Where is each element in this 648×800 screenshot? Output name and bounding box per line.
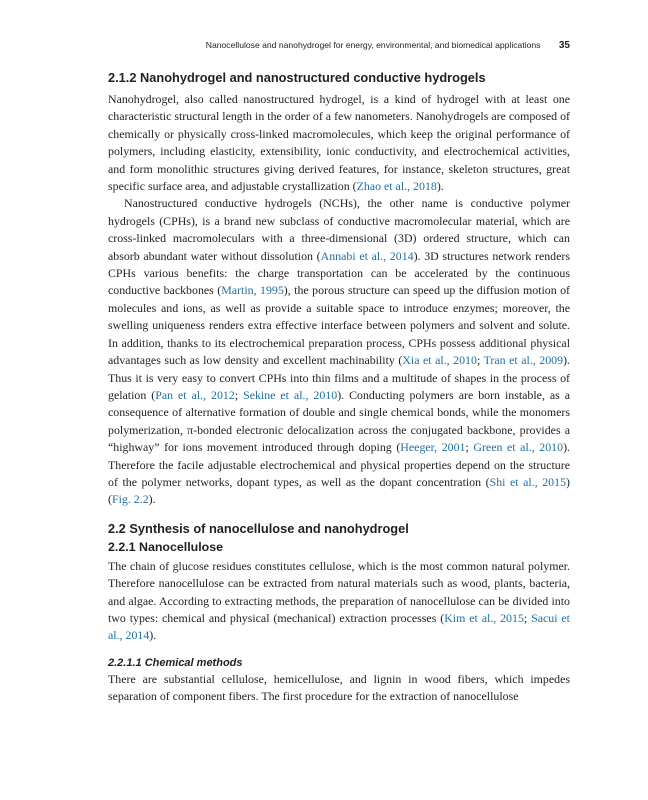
text-run: ) ( bbox=[108, 474, 570, 507]
text-run: ). Conducting polymers are born instable, as a consequence of alternative formation of double and single chemical bonds, while the monomers polymerization, π-bonded electronic delocalization across the conjugated backbone, provides a “highway” for ions movement introduced through doping ( bbox=[108, 387, 571, 455]
citation-link[interactable]: Xia et al., 2010 bbox=[402, 353, 477, 368]
text-run: ). Therefore the facile adjustable electrochemical and physical properties depend on the structure of the polymer networks, dopant types, as well as the dopant concentration ( bbox=[108, 440, 570, 489]
paragraph-conductive-hydrogels bbox=[108, 195, 570, 508]
running-head-title: Nanocellulose and nanohydrogel for energy, environmental, and biomedical applications bbox=[205, 40, 541, 50]
text-run: ). Thus it is very easy to convert CPHs into thin films and a multitude of shapes in the process of gelation ( bbox=[108, 353, 571, 402]
text-run: ). bbox=[148, 492, 156, 507]
text-run: The chain of glucose residues constitutes cellulose, which is the most common natural polymer. Therefore nanocellulose can be extracted from natural materials such as wood, plants, bacteria, and algae. According to extracting methods, the preparation of nanocellulose can be divided into two types: chemical and physical (mechanical) extraction processes ( bbox=[108, 558, 570, 625]
text-run: ; bbox=[476, 353, 484, 368]
citation-link[interactable]: Annabi et al., 2014 bbox=[320, 248, 414, 263]
section-2-2-heading: 2.2 Synthesis of nanocellulose and nanohydrogel bbox=[108, 520, 409, 536]
text-run: ; bbox=[465, 440, 474, 455]
page-number: 35 bbox=[558, 40, 570, 51]
text-run: Nanostructured conductive hydrogels (NCHs), the other name is conductive polymer hydrogels (CPHs), is a brand new subclass of conductive macromolecular material, which are cross-linked macromoleculars with a three-dimensional (3D) ordered structure, which can absorb abundant water without dissolution ( bbox=[108, 196, 570, 263]
text-run: ; bbox=[234, 387, 244, 402]
text-run: ), the porous structure can speed up the diffusion motion of molecules and ions, as well as provide a suitable space to introduce enzymes; moreover, the swelling uniqueness renders extra effective interface between polymers and solvent and solute. In addition, thanks to its electrochemical preparation process, CPHs possess additional physical advantages such as low density and excellent machinability ( bbox=[108, 283, 571, 368]
citation-link[interactable]: Heeger, 2001 bbox=[400, 440, 466, 455]
section-2-1-2-heading: 2.1.2 Nanohydrogel and nanostructured conductive hydrogels bbox=[108, 70, 486, 85]
paragraph-nanohydrogel bbox=[108, 91, 570, 195]
section-2-2-1-heading: 2.2.1 Nanocellulose bbox=[108, 539, 224, 554]
citation-link[interactable]: Pan et al., 2012 bbox=[155, 387, 235, 402]
paragraph-nanocellulose bbox=[108, 558, 570, 645]
figure-link[interactable]: Fig. 2.2 bbox=[111, 492, 149, 507]
citation-link[interactable]: Tran et al., 2009 bbox=[483, 353, 564, 368]
paragraph-chemical-methods: There are substantial cellulose, hemicellulose, and lignin in wood fibers, which impedes separation of component fibers. The first procedure for the extraction of nanocellulose bbox=[108, 671, 570, 704]
text-run: ). 3D structures network renders CPHs various benefits: the charge transportation can be accelerated by the continuous conductive backbones ( bbox=[108, 248, 570, 298]
text-run: ). bbox=[149, 628, 157, 643]
citation-link[interactable]: Martin, 1995 bbox=[221, 283, 284, 298]
citation-link[interactable]: Zhao et al., 2018 bbox=[356, 179, 437, 194]
citation-link[interactable]: Green et al., 2010 bbox=[473, 440, 564, 455]
citation-link[interactable]: Kim et al., 2015 bbox=[444, 610, 524, 625]
text-run: ). bbox=[436, 179, 444, 194]
text-run: Nanohydrogel, also called nanostructured hydrogel, is a kind of hydrogel with at least one characteristic structural length in the order of a few nanometers. Nanohydrogels are composed of chemically or physically cross-linked macromolecules, which keep the original performance of polymers, including elasticity, extensibility, ionic conductivity, and electrochemical activities, and form monolithic structures giving derived features, for instance, skeleton structures, great specific surface area, and adjustable crystallization ( bbox=[108, 92, 570, 194]
citation-link[interactable]: Sacui et al., 2014 bbox=[108, 610, 570, 643]
running-head bbox=[108, 40, 570, 54]
section-2-2-1-1-heading: 2.2.1.1 Chemical methods bbox=[108, 656, 243, 669]
page-body bbox=[108, 70, 570, 706]
citation-link[interactable]: Sekine et al., 2010 bbox=[243, 387, 338, 402]
citation-link[interactable]: Shi et al., 2015 bbox=[489, 474, 567, 489]
text-run: ; bbox=[523, 610, 532, 625]
